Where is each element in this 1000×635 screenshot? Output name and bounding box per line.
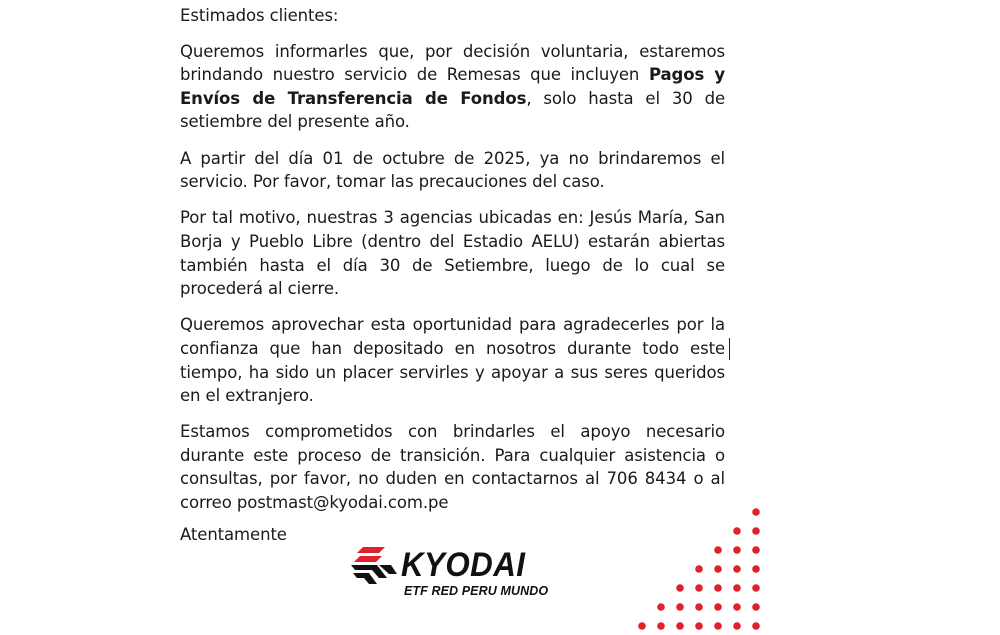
paragraph-remesas-bold: Pagos y Envíos de Transferencia de Fondos: [180, 65, 725, 108]
decor-dot: [733, 603, 741, 611]
decor-dot: [752, 565, 760, 573]
decor-dot: [714, 546, 722, 554]
kyodai-logo: [349, 544, 549, 602]
decor-dot: [714, 565, 722, 573]
decor-dot: [714, 584, 722, 592]
decor-dot: [733, 622, 741, 630]
decor-dot: [752, 603, 760, 611]
decor-dot: [733, 527, 741, 535]
decor-dot: [657, 603, 665, 611]
decor-dot: [676, 584, 684, 592]
decor-dot: [695, 603, 703, 611]
paragraph-october: A partir del día 01 de octubre de 2025, ya no brindaremos el servicio. Por favor, tomar las precauciones del caso.: [180, 148, 725, 192]
decor-dot: [676, 603, 684, 611]
kyodai-stripes-icon: [349, 544, 409, 594]
decor-dot: [695, 565, 703, 573]
decor-dot: [714, 603, 722, 611]
decor-dot: [695, 622, 703, 630]
decor-dot: [752, 584, 760, 592]
paragraph-remesas-text: Queremos informarles que, por decisión voluntaria, estaremos brindando nuestro servicio de Remesas que incluyen: [180, 41, 725, 85]
decor-dot: [733, 546, 741, 554]
red-dot-triangle-icon: [630, 500, 770, 635]
decor-dot: [733, 565, 741, 573]
logo-tagline: ETF RED PERU MUNDO: [404, 584, 549, 598]
signoff: Atentamente: [180, 525, 287, 544]
logo-wordmark: KYODAI: [401, 546, 526, 584]
text-cursor: [729, 338, 730, 360]
paragraph-agencies: Por tal motivo, nuestras 3 agencias ubicadas en: Jesús María, San Borja y Pueblo Libre (dentro del Estadio AELU) estarán abiertas también hasta el día 30 de Setiembre, luego de lo cual se procederá al cierre.: [180, 208, 725, 299]
logo-red-stripes: [354, 547, 385, 562]
decor-dot: [657, 622, 665, 630]
letter-body: [180, 4, 725, 527]
decor-dot: [752, 546, 760, 554]
decor-dot: [752, 508, 760, 516]
decor-dot: [638, 622, 646, 630]
decor-dot: [695, 584, 703, 592]
logo-black-stripes: [351, 565, 397, 584]
paragraph-remesas-end: , solo hasta el 30 de setiembre del presente año.: [180, 88, 726, 132]
decor-dot: [752, 527, 760, 535]
paragraph-contact: Estamos comprometidos con brindarles el apoyo necesario durante este proceso de transición. Para cualquier asistencia o consultas, por favor, no duden en contactarnos al 706 8434 o al correo postmast@kyodai.com.pe: [180, 422, 725, 513]
decor-dot: [752, 622, 760, 630]
greeting: Estimados clientes:: [180, 6, 339, 25]
decor-dot: [676, 622, 684, 630]
paragraph-thanks: Queremos aprovechar esta oportunidad para agradecerles por la confianza que han depositado en nosotros durante todo este tiempo, ha sido un placer servirles y apoyar a sus seres queridos en el extranjero.: [180, 315, 725, 406]
decor-dot: [733, 584, 741, 592]
decor-dot: [714, 622, 722, 630]
paragraph-remesas: [180, 40, 725, 134]
